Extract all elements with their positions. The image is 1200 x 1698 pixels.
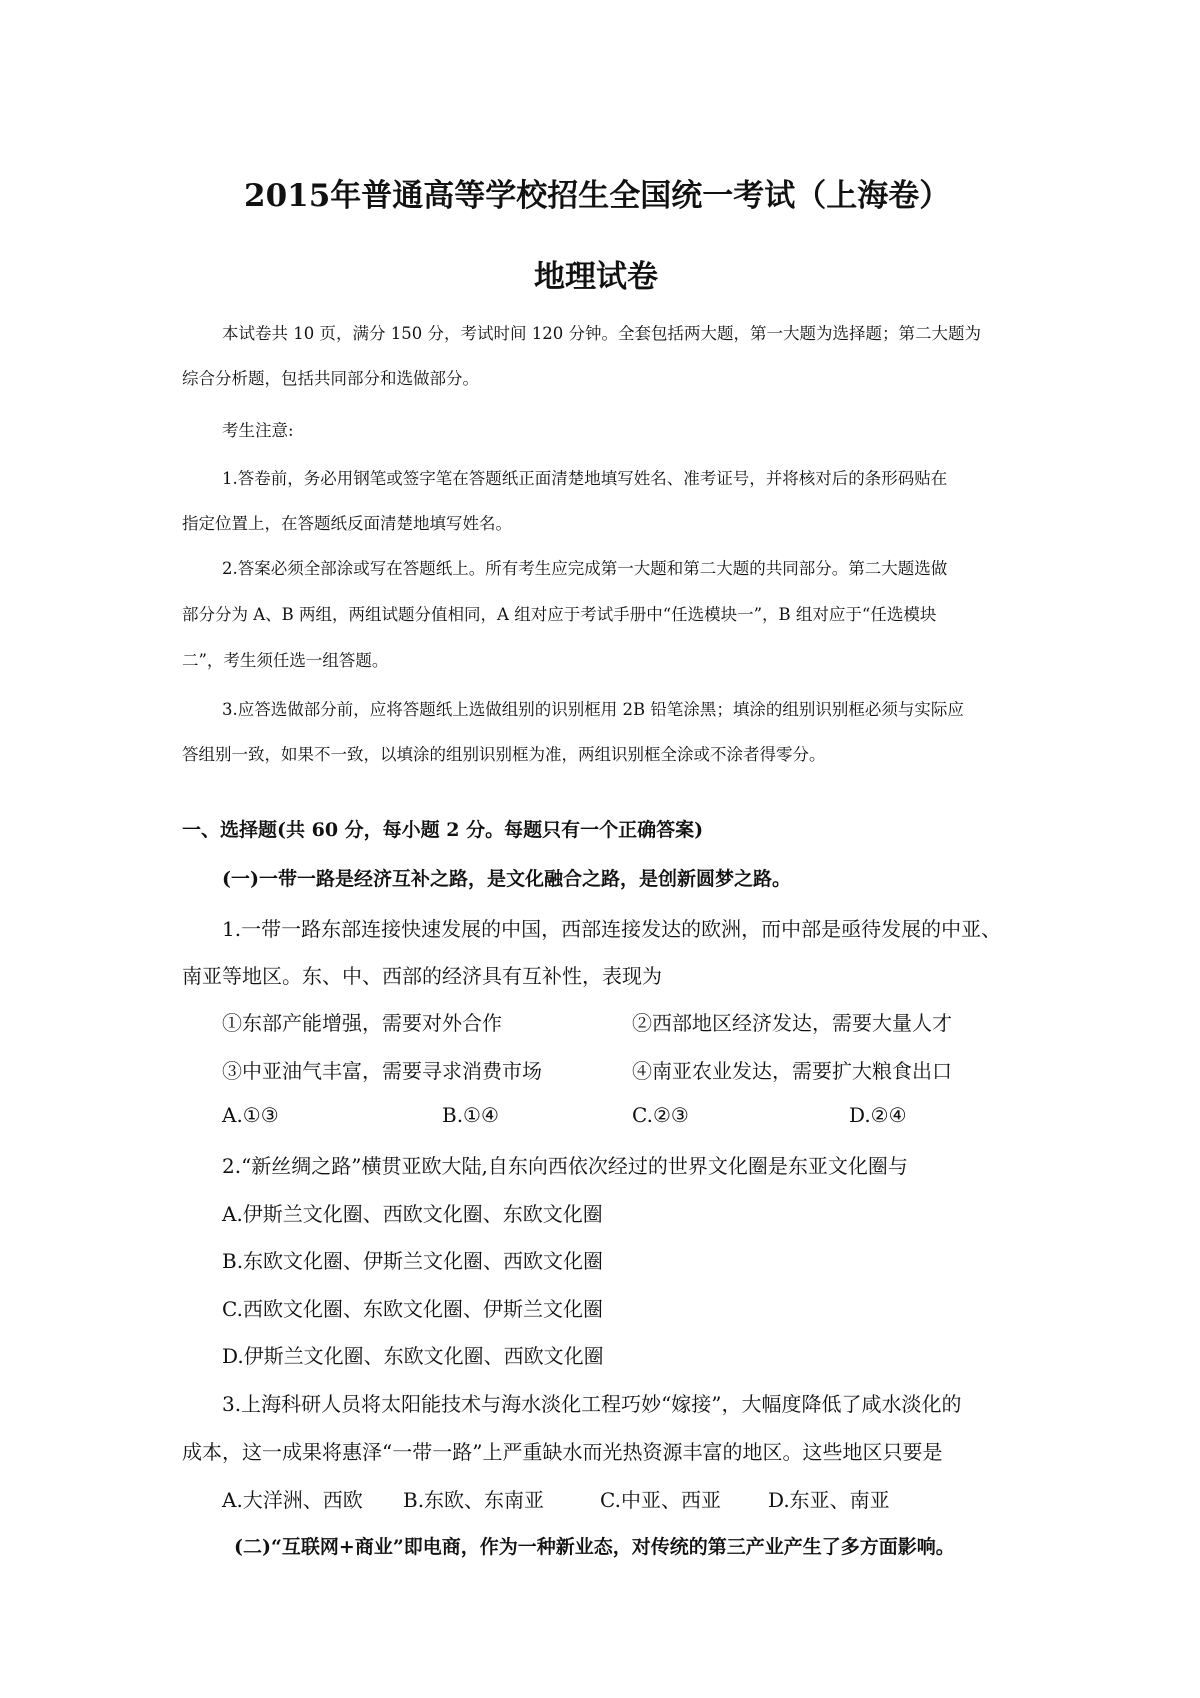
option: D.东亚、南亚 xyxy=(768,1488,890,1512)
option: B.①④ xyxy=(442,1103,499,1127)
option: B.东欧、东南亚 xyxy=(403,1488,545,1512)
question-stem: 3.上海科研人员将太阳能技术与海水淡化工程巧妙“嫁接”，大幅度降低了咸水淡化的 xyxy=(222,1392,962,1416)
question-stem: 成本，这一成果将惠泽“一带一路”上严重缺水而光热资源丰富的地区。这些地区只要是 xyxy=(182,1440,943,1464)
notice-item: 部分分为 A、B 两组，两组试题分值相同，A 组对应于考试手册中“任选模块一”，B 组对应于“任选模块 xyxy=(182,605,937,624)
option: D.②④ xyxy=(849,1103,907,1127)
exam-title: 2015年普通高等学校招生全国统一考试（上海卷） xyxy=(244,178,951,214)
intro-line: 综合分析题，包括共同部分和选做部分。 xyxy=(182,369,479,388)
option: C.中亚、西亚 xyxy=(600,1488,721,1512)
option: C.西欧文化圈、东欧文化圈、伊斯兰文化圈 xyxy=(222,1297,603,1321)
statement: ②西部地区经济发达，需要大量人才 xyxy=(632,1011,952,1035)
intro-line: 本试卷共 10 页，满分 150 分，考试时间 120 分钟。全套包括两大题，第一大题为选择题；第二大题为 xyxy=(222,324,981,343)
notice-heading: 考生注意: xyxy=(222,421,294,440)
statement: ④南亚农业发达，需要扩大粮食出口 xyxy=(632,1059,952,1083)
section-heading: 一、选择题(共 60 分，每小题 2 分。每题只有一个正确答案) xyxy=(182,819,704,841)
option: C.②③ xyxy=(632,1103,689,1127)
question-stem: 南亚等地区。东、中、西部的经济具有互补性，表现为 xyxy=(182,964,662,988)
statement: ①东部产能增强，需要对外合作 xyxy=(222,1011,502,1035)
notice-item: 指定位置上，在答题纸反面清楚地填写姓名。 xyxy=(182,514,512,533)
option: A.伊斯兰文化圈、西欧文化圈、东欧文化圈 xyxy=(222,1202,603,1226)
option: B.东欧文化圈、伊斯兰文化圈、西欧文化圈 xyxy=(222,1249,604,1273)
group-heading: (一)一带一路是经济互补之路，是文化融合之路，是创新圆梦之路。 xyxy=(222,868,791,890)
question-stem: 1.一带一路东部连接快速发展的中国，西部连接发达的欧洲，而中部是亟待发展的中亚、 xyxy=(222,917,1002,941)
group-heading: (二)“互联网+商业”即电商，作为一种新业态，对传统的第三产业产生了多方面影响。 xyxy=(234,1536,955,1558)
notice-item: 1.答卷前，务必用钢笔或签字笔在答题纸正面清楚地填写姓名、准考证号，并将核对后的条形码贴在 xyxy=(222,469,948,488)
option: D.伊斯兰文化圈、东欧文化圈、西欧文化圈 xyxy=(222,1344,604,1368)
option: A.①③ xyxy=(222,1103,279,1127)
question-stem: 2.“新丝绸之路”横贯亚欧大陆,自东向西依次经过的世界文化圈是东亚文化圈与 xyxy=(222,1154,908,1178)
notice-item: 答组别一致，如果不一致，以填涂的组别识别框为准，两组识别框全涂或不涂者得零分。 xyxy=(182,745,826,764)
exam-subtitle: 地理试卷 xyxy=(534,259,658,295)
statement: ③中亚油气丰富，需要寻求消费市场 xyxy=(222,1059,542,1083)
notice-item: 3.应答选做部分前，应将答题纸上选做组别的识别框用 2B 铅笔涂黑；填涂的组别识别框必须与实际应 xyxy=(222,700,964,719)
option: A.大洋洲、西欧 xyxy=(222,1488,363,1512)
notice-item: 二”，考生须任选一组答题。 xyxy=(182,651,389,670)
notice-item: 2.答案必须全部涂或写在答题纸上。所有考生应完成第一大题和第二大题的共同部分。第二大题选做 xyxy=(222,559,948,578)
